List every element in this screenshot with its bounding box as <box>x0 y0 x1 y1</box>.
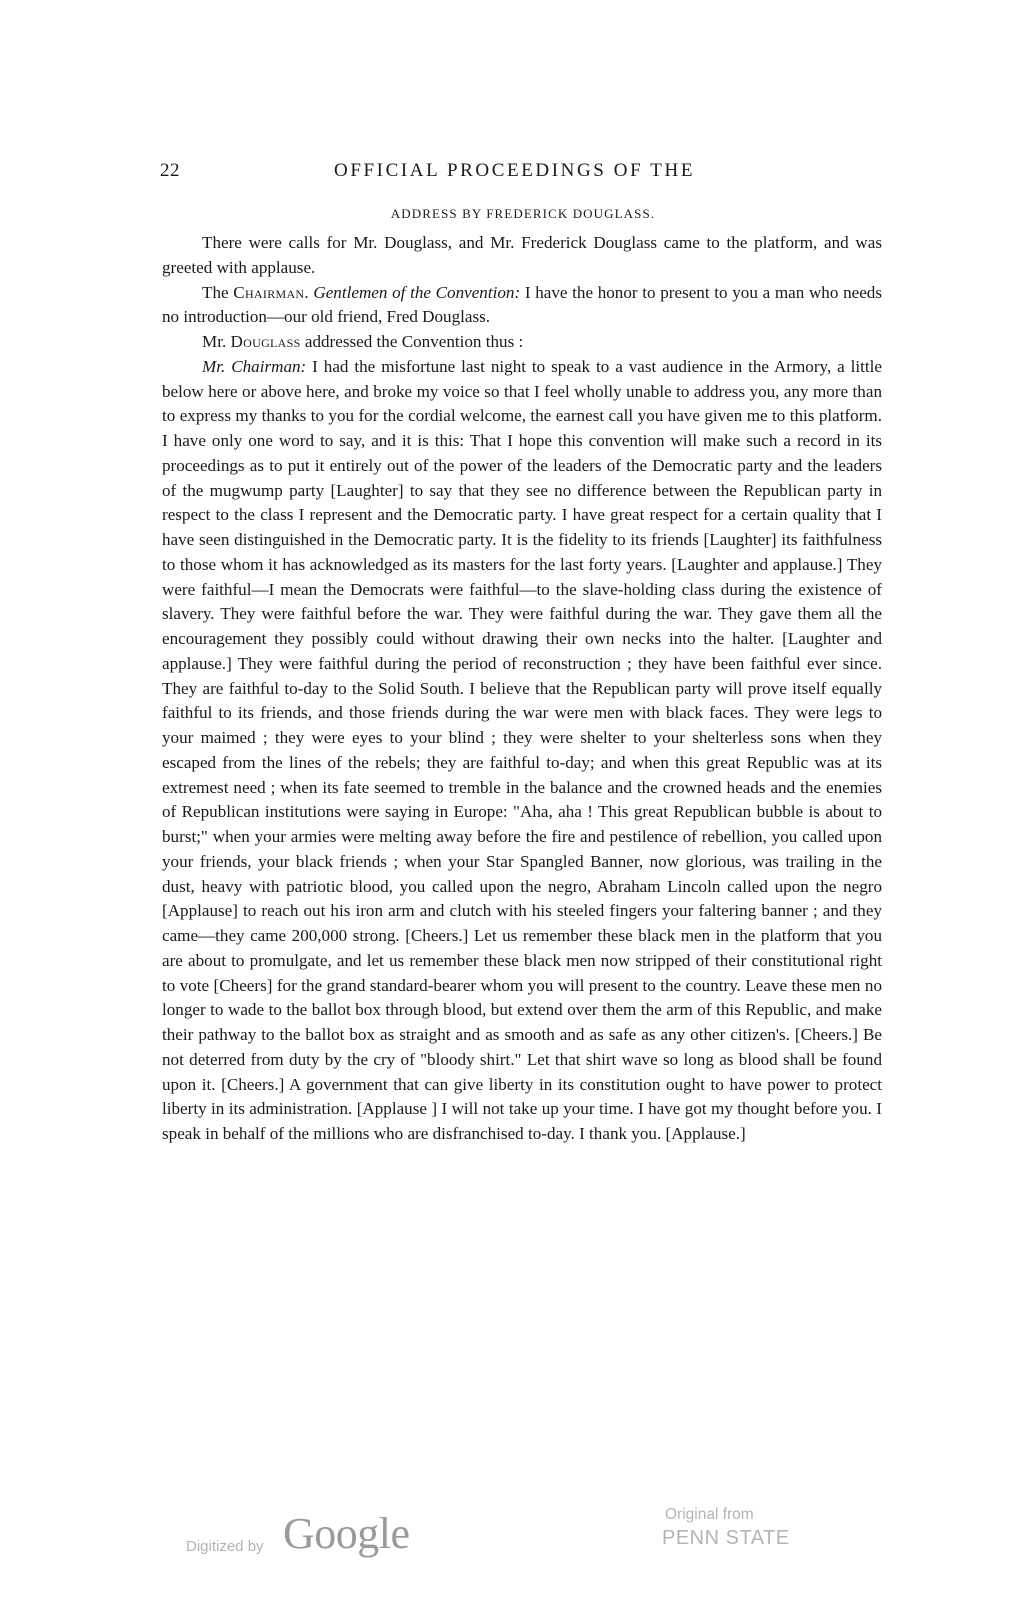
digitized-by-label: Digitized by <box>186 1538 264 1555</box>
document-body <box>162 231 882 1147</box>
paragraph-speech <box>162 355 882 1147</box>
chairman-remarks: I have the honor to present to you a man who needs no introduction—our old friend, Fred Douglass. <box>162 282 883 327</box>
speaker-douglass: Douglass <box>230 332 301 351</box>
paragraph-intro: There were calls for Mr. Douglass, and Mr. Frederick Douglass came to the platform, and was greeted with applause. <box>162 233 882 277</box>
chairman-salutation: Gentlemen of the Convention: <box>313 282 521 302</box>
speaker-chairman: Chairman <box>233 282 305 302</box>
page-number: 22 <box>160 160 180 181</box>
section-title: ADDRESS BY FREDERICK DOUGLASS. <box>390 206 656 221</box>
institution-label: PENN STATE <box>662 1527 790 1549</box>
page-header <box>160 160 886 186</box>
digitization-footer <box>0 1498 1036 1578</box>
douglass-intro-rest: addressed the Convention thus : <box>300 332 524 351</box>
speech-text: I had the misfortune last night to speak to a vast audience in the Armory, a little below here or above here, and broke my voice so that I feel wholly unable to address you, any more than to express my thanks to you for the cordial welcome, the earnest call you have given me to this platform. I have only one word to say, and it is this: That I hope this convention will make such a record in its proceedings as to put it entirely out of the power of the leaders of the Democratic party and the leaders of the mugwump party [Laughter] to say that they see no difference between the Republican party in respect to the class I represent and the Democratic party. I have great respect for a certain quality that I have seen distinguished in the Democratic party. It is the fidelity to its friends [Laughter] its faithfulness to those whom it has acknowledged as its masters for the last forty years. [Laughter and applause.] They were faithful—I mean the Democrats were faithful—to the slave-holding class during the existence of slavery. They were faithful before the war. They were faithful during the war. They gave them all the encouragement they possibly could without drawing their own necks into the halter. [Laughter and applause.] They were faithful during the period of reconstruction ; they have been faithful ever since. They are faithful to-day to the Solid South. I believe that the Republican party will prove itself equally faithful to its friends, and those friends during the war were men with black faces. They were legs to your maimed ; they were eyes to your blind ; they were shelter to your shelterless sons when they escaped from the lines of the rebels; they are faithful to-day; and when this great Republic was at its extremest need ; when its fate seemed to tremble in the balance and the crowned heads and the enemies of Republican institutions were saying in Europe: "Aha, aha ! This great Republican bubble is about to burst;" when your armies were melting away before the fire and pestilence of rebellion, you called upon your friends, your black friends ; when your Star Spangled Banner, now glorious, was trailing in the dust, heavy with patriotic blood, you called upon the negro, Abraham Lincoln called upon the negro [Applause] to reach out his iron arm and clutch with his steeled fingers your faltering banner ; and they came—they came 200,000 strong. [Cheers.] Let us remember these black men in the platform that you are about to promulgate, and let us remember these black men now stripped of their constitutional right to vote [Cheers] for the grand standard-bearer whom you will present to the country. Leave these men no longer to wade to the ballot box through blood, but extend over them the arm of this Republic, and make their pathway to the ballot box as straight and as smooth and as safe as any other citizen's. [Cheers.] Be not deterred from duty by the cry of "bloody shirt." Let that shirt wave so long as blood shall be found upon it. [Cheers.] A government that can give liberty in its constitution ought to have power to protect liberty in its administration. [Applause ] I will not take up your time. I have got my thought before you. I speak in behalf of the millions who are disfranchised to-day. I thank you. [Applause.] <box>162 356 882 1143</box>
paragraph-chairman <box>162 281 882 331</box>
paragraph-douglass-intro <box>162 330 882 355</box>
running-head: OFFICIAL PROCEEDINGS OF THE <box>334 160 696 181</box>
douglass-lead: Mr. <box>202 332 231 351</box>
speech-salutation: Mr. Chairman: <box>202 356 307 376</box>
google-logo: Google <box>283 1509 410 1558</box>
chairman-lead: The <box>202 282 234 302</box>
original-from-label: Original from <box>665 1506 754 1523</box>
chairman-dot: . <box>304 282 314 302</box>
